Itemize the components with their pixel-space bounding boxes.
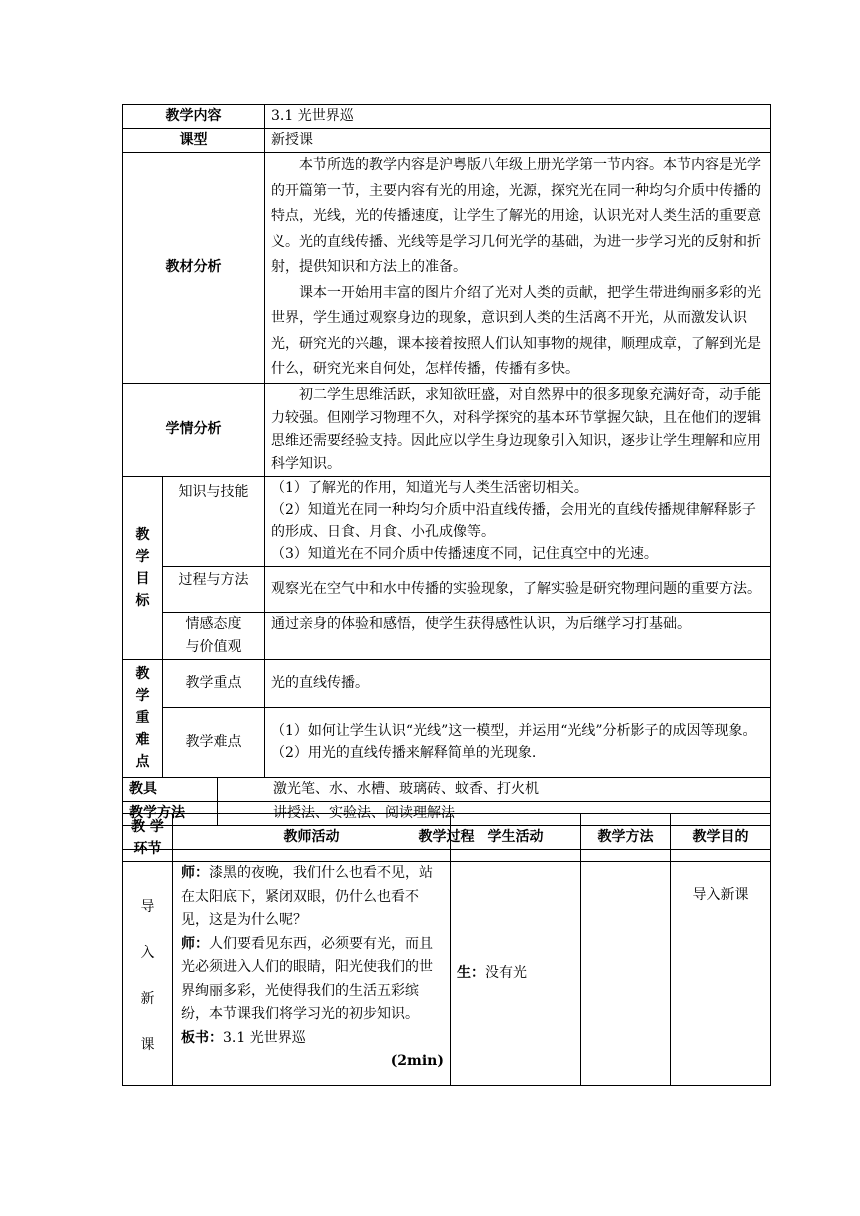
- row-content: [123, 105, 771, 129]
- knowledge-line-3: （3）知道光在不同介质中传播速度不同，记住真空中的光速。: [271, 546, 658, 562]
- knowledge-line-2: （2）知道光在同一种均匀介质中沿直线传播，会用光的直线传播规律解释影子的形成、日食、月食、小孔成像等。: [271, 502, 756, 540]
- keypoints-label: 教 学 重 难 点: [123, 659, 163, 777]
- knowledge-label: 知识与技能: [163, 476, 265, 566]
- lesson-plan-table: [122, 104, 771, 850]
- row-tools: [123, 777, 771, 801]
- header-method: 教学方法: [581, 814, 671, 862]
- intro-stage: 导 入 新 课: [123, 862, 173, 1086]
- material-paragraph-2: 课本一开始用丰富的图片介绍了光对人类的贡献，把学生带进绚丽多彩的光世界，学生通过观察身边的现象，意识到人类的生活离不开光，从而激发认识光，研究光的兴趣，课本接着按照人们认知事物的规律，顺理成章，了解到光是什么，研究光来自何处，怎样传播，传播有多快。: [271, 284, 761, 377]
- content-label: 教学内容: [123, 105, 265, 129]
- type-value: 新授课: [265, 129, 771, 153]
- row-hardpoint: [123, 707, 771, 777]
- intro-purpose: 导入新课: [671, 862, 771, 1086]
- material-paragraph-1: 本节所选的教学内容是沪粤版八年级上册光学第一节内容。本节内容是光学的开篇第一节，主要内容有光的用途，光源，探究光在同一种均匀介质中传播的特点，光线，光的传播速度，让学生了解光的用途，认识光对人类生活的重要意义。光的直线传播、光线等是学习几何光学的基础，为进一步学习光的反射和折射，提供知识和方法上的准备。: [271, 157, 761, 275]
- row-goals-emotion: [123, 612, 771, 659]
- student-label: 生：: [457, 965, 485, 981]
- content-value: 3.1 光世界巡: [265, 105, 771, 129]
- process-header-row: [123, 814, 771, 862]
- intro-teacher: [173, 862, 451, 1086]
- row-students: [123, 383, 771, 476]
- row-type: [123, 129, 771, 153]
- hard-line-2: （2）用光的直线传播来解释简单的光现象.: [271, 745, 537, 761]
- teacher-text-1: 漆黑的夜晚，我们什么也看不见，站在太阳底下，紧闭双眼，仍什么也看不见，这是为什么呢？: [181, 865, 433, 928]
- students-label: 学情分析: [123, 383, 265, 476]
- tools-label: 教具: [123, 777, 218, 801]
- material-label: 教材分析: [123, 153, 265, 384]
- header-student: 学生活动: [451, 814, 581, 862]
- board-text: 3.1 光世界巡: [223, 1029, 306, 1046]
- process-text: 观察光在空气中和水中传播的实验现象，了解实验是研究物理问题的重要方法。: [265, 566, 771, 612]
- header-teacher: 教师活动: [173, 814, 451, 862]
- process-title: 教学过程: [123, 825, 771, 849]
- tools-value: 激光笔、水、水槽、玻璃砖、蚊香、打火机: [218, 777, 771, 801]
- intro-student: [451, 862, 581, 1086]
- row-keypoint: [123, 659, 771, 707]
- hard-label: 教学难点: [163, 707, 265, 777]
- hard-line-1: （1）如何让学生认识“光线”这一模型，并运用“光线”分析影子的成因等现象。: [271, 723, 757, 739]
- student-text: 没有光: [485, 965, 527, 981]
- methods-label: 教学方法: [123, 801, 218, 825]
- students-paragraph: 初二学生思维活跃，求知欲旺盛，对自然界中的很多现象充满好奇，动手能力较强。但刚学习物理不久，对科学探究的基本环节掌握欠缺，且在他们的逻辑思维还需要经验支持。因此应以学生身边现象引入知识，逐步让学生理解和应用科学知识。: [271, 386, 761, 472]
- emotion-label-1: 情感态度: [185, 615, 242, 632]
- emotion-label-2: 与价值观: [185, 638, 242, 655]
- intro-method: [581, 862, 671, 1086]
- emotion-text: 通过亲身的体验和感悟，使学生获得感性认识，为后继学习打基础。: [265, 612, 771, 659]
- process-table: [122, 813, 771, 1086]
- key-text: 光的直线传播。: [265, 659, 771, 707]
- key-label: 教学重点: [163, 659, 265, 707]
- goals-label: 教 学 目 标: [123, 476, 163, 659]
- intro-row: [123, 862, 771, 1086]
- board-label: 板书：: [181, 1029, 223, 1046]
- header-purpose: 教学目的: [671, 814, 771, 862]
- methods-value: 讲授法、实验法、阅读理解法: [218, 801, 771, 825]
- header-stage-2: 环节: [133, 840, 162, 857]
- row-goals-process: [123, 566, 771, 612]
- process-label: 过程与方法: [163, 566, 265, 612]
- row-material: [123, 153, 771, 384]
- teacher-label-2: 师：: [181, 935, 209, 952]
- time-label: (2min): [390, 1053, 444, 1069]
- header-stage-1: 教 学: [131, 818, 164, 835]
- knowledge-line-1: （1）了解光的作用，知道光与人类生活密切相关。: [271, 480, 588, 496]
- teacher-text-2: 人们要看见东西，必须要有光，而且光必须进入人们的眼睛，阳光使我们的世界绚丽多彩，光使得我们的生活五彩缤纷，本节课我们将学习光的初步知识。: [181, 935, 433, 1022]
- row-goals-knowledge: [123, 476, 771, 566]
- teacher-label-1: 师：: [181, 865, 209, 881]
- type-label: 课型: [123, 129, 265, 153]
